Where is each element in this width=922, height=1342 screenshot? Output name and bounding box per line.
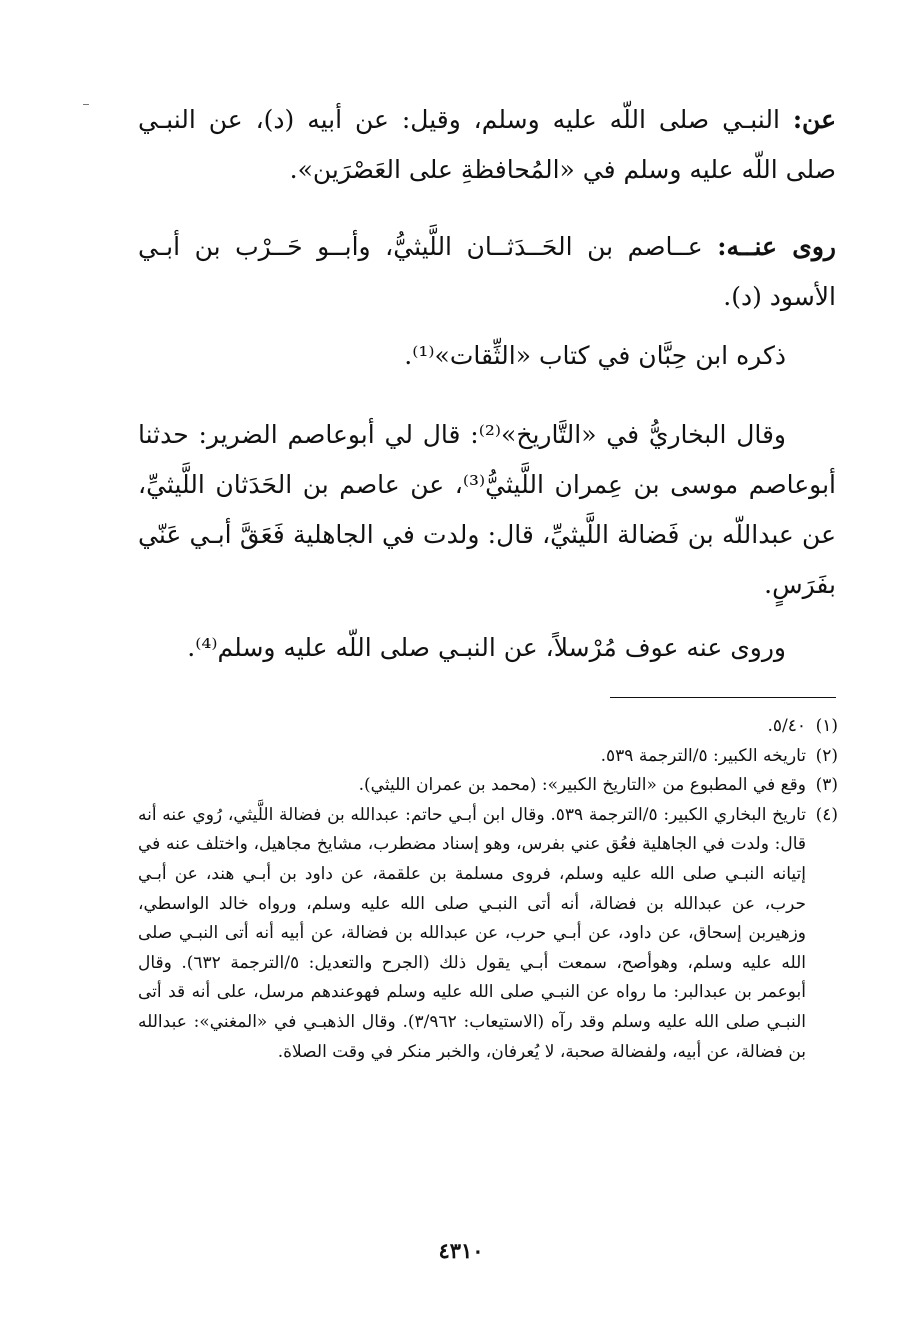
footnote	[138, 801, 838, 1067]
footnote-number: (٣)	[815, 775, 838, 796]
paragraph-text: النبـي صلى اللّه عليه وسلم، وقيل: عن أبيه (د)، عن النبـي صلى اللّه عليه وسلم في «المُحافظةِ على العَصْرَين».	[138, 105, 836, 184]
paragraph-text: وقال البخاريُّ في «التَّاريخ»⁽²⁾: قال لي أبوعاصم الضرير: حدثنا أبوعاصم موسى بن عِمران اللَّيثيُّ⁽³⁾، عن عاصم بن الحَدَثان اللَّيثيِّ، عن عبداللّه بن فَضالة اللَّيثيِّ، قال: ولدت في الجاهلية فَعَقَّ أبـي عَنّي بفَرَسٍ.	[138, 420, 836, 599]
footnote-text: وقع في المطبوع من «التاريخ الكبير»: (محمد بن عمران الليثي).	[358, 775, 806, 796]
paragraph-narrators	[138, 222, 836, 322]
paragraph-text: عــاصم بن الحَــدَثــان اللَّيثيُّ، وأبــو حَــرْب بن أبـي الأسود (د).	[138, 232, 836, 311]
scan-mark	[83, 104, 89, 105]
footnote-text: تاريخه الكبير: ٥/الترجمة ٥٣٩.	[600, 745, 806, 766]
footnotes	[138, 712, 838, 1067]
paragraph-narration	[138, 95, 836, 195]
footnote-separator	[610, 697, 836, 698]
paragraph-text: ذكره ابن حِبَّان في كتاب «الثِّقات»⁽¹⁾.	[404, 341, 786, 370]
paragraph-text: وروى عنه عوف مُرْسلاً، عن النبـي صلى اللّه عليه وسلم⁽⁴⁾.	[187, 633, 786, 662]
paragraph-bukhari	[138, 410, 836, 610]
footnote-number: (٤)	[815, 804, 838, 825]
footnote-text: تاريخ البخاري الكبير: ٥/الترجمة ٥٣٩. وقال ابن أبـي حاتم: عبدالله بن فضالة اللَّيثي، رُوي عنه أنه قال: ولدت في الجاهلية فعُق عني بفرس، وهو إسناد مضطرب، مشايخ مجاهيل، واختلف عنه في إتيانه النبـي صلى الله عليه وسلم، فروى مسلمة بن علقمة، عن داود بن أبـي هند، عن أبـي حرب، عن عبدالله بن فضالة، أنه أتى النبـي صلى الله عليه وسلم، ورواه خالد الواسطي، وزهيربن إسحاق، عن داود، عن أبـي حرب، عن عبدالله بن فضالة، عن أبيه أنه أتى النبـي صلى الله عليه وسلم، وهوأصح، سمعت أبـي يقول ذلك (الجرح والتعديل: ٥/الترجمة ٦٣٢). وقال أبوعمر بن عبدالبر: ما رواه عن النبـي صلى الله عليه وسلم فهوعندهم مرسل، على أنه قد أتى النبـي صلى الله عليه وسلم وقد رآه (الاستيعاب: ٣/٩٦٢). وقال الذهبـي في «المغني»: عبدالله بن فضالة، عن أبيه، ولفضالة صحبة، لا يُعرفان، والخبر منكر في وقت الصلاة.	[138, 804, 806, 1062]
footnote-number: (٢)	[815, 745, 838, 766]
footnote-text: ٥/٤٠.	[767, 716, 806, 736]
footnote	[138, 771, 838, 801]
footnote-number: (١)	[815, 716, 838, 736]
paragraph-lead: روى عنــه:	[717, 232, 836, 261]
page-number: ٤٣١٠	[438, 1238, 484, 1263]
footnote	[138, 712, 838, 742]
footnote	[138, 742, 838, 772]
paragraph-ibn-hibban	[138, 331, 836, 381]
paragraph-lead: عن:	[792, 105, 836, 134]
paragraph-awf	[138, 623, 836, 673]
